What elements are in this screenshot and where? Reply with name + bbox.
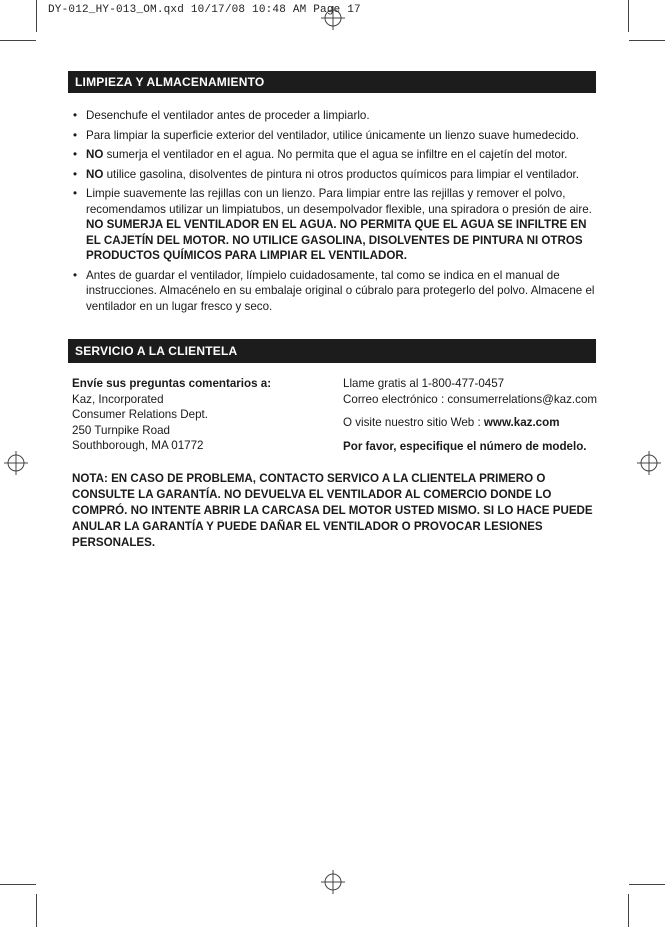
list-item xyxy=(68,186,596,264)
cleaning-instructions-list xyxy=(68,108,596,318)
contact-block xyxy=(343,376,598,454)
registration-mark-icon xyxy=(637,451,661,475)
bullet-icon: • xyxy=(73,148,78,161)
mailing-address-block xyxy=(72,376,322,454)
bullet-icon: • xyxy=(73,268,78,282)
bullet-icon: • xyxy=(73,128,78,142)
crop-mark xyxy=(629,40,665,41)
bullet-icon: • xyxy=(73,167,78,181)
section-heading-customer-service: SERVICIO A LA CLIENTELA xyxy=(68,339,596,363)
crop-mark xyxy=(628,0,629,32)
bullet-icon: • xyxy=(73,187,78,200)
list-item-text: Antes de guardar el ventilador, límpielo cuidadosamente, tal como se indica en el manual de instrucciones. Almacénelo en su embalaje original o cúbralo para protegerlo del polvo. Almacene el ventilador en un lugar fresco y seco. xyxy=(86,268,595,313)
file-slug: DY-012_HY-013_OM.qxd 10/17/08 10:48 AM Page 17 xyxy=(48,4,361,16)
address-heading: Envíe sus preguntas comentarios a: xyxy=(72,377,272,390)
crop-mark xyxy=(36,0,37,32)
model-number-note: Por favor, especifique el número de modelo. xyxy=(343,439,587,453)
bullet-icon: • xyxy=(73,109,78,122)
registration-mark-icon xyxy=(4,451,28,475)
website-url: www.kaz.com xyxy=(483,416,560,430)
list-item-warning: NO SUMERJA EL VENTILADOR EN EL AGUA. NO PERMITA QUE EL AGUA SE INFILTRE EN EL CAJETÍN DEL MOTOR. NO UTILICE GASOLINA, DISOLVENTES DE PINTURA NI OTROS PRODUCTOS QUÍMICOS PARA LIMPIAR EL VENTILADOR. xyxy=(86,218,587,262)
address-line: Southborough, MA 01772 xyxy=(72,439,204,453)
section-heading-cleaning: LIMPIEZA Y ALMACENAMIENTO xyxy=(68,71,596,93)
crop-mark xyxy=(628,894,629,927)
website-line xyxy=(343,415,598,431)
address-line: Consumer Relations Dept. xyxy=(72,408,208,422)
phone-line: Llame gratis al 1-800-477-0457 xyxy=(343,377,505,390)
list-item-text: Desenchufe el ventilador antes de proceder a limpiarlo. xyxy=(86,109,370,122)
list-item xyxy=(68,167,596,183)
list-item-text: Limpie suavemente las rejillas con un lienzo. Para limpiar entre las rejillas y remover el polvo, recomendamos utilizar un limpiatubos, un desempolvador flexible, una spiradora o presión de aire. xyxy=(86,187,592,216)
email-line: Correo electrónico : consumerrelations@kaz.com xyxy=(343,392,598,406)
registration-mark-icon xyxy=(321,6,345,30)
crop-mark xyxy=(0,40,36,41)
list-item-text: Para limpiar la superficie exterior del ventilador, utilice únicamente un lienzo suave humedecido. xyxy=(86,128,580,142)
crop-mark xyxy=(36,894,37,927)
list-item-text: utilice gasolina, disolventes de pintura ni otros productos químicos para limpiar el ventilador. xyxy=(103,167,579,181)
list-item-emphasis: NO xyxy=(86,148,104,161)
list-item-emphasis: NO xyxy=(86,167,104,181)
list-item xyxy=(68,128,596,144)
list-item xyxy=(68,108,596,124)
crop-mark xyxy=(0,884,36,885)
website-label: O visite nuestro sitio Web : xyxy=(343,416,484,430)
list-item xyxy=(68,147,596,163)
list-item-text: sumerja el ventilador en el agua. No permita que el agua se infiltre en el cajetín del motor. xyxy=(103,148,568,161)
registration-mark-icon xyxy=(321,870,345,894)
crop-mark xyxy=(629,884,665,885)
warranty-note: NOTA: EN CASO DE PROBLEMA, CONTACTO SERVICO A LA CLIENTELA PRIMERO O CONSULTE LA GARANTÍA. NO DEVUELVA EL VENTILADOR AL COMERCIO DONDE LO COMPRÓ. NO INTENTE ABRIR LA CARCASA DEL MOTOR USTED MISMO. SI LO HACE PUEDE ANULAR LA GARANTÍA Y PUEDE DAÑAR EL VENTILADOR O PROVOCAR LESIONES PERSONALES. xyxy=(72,472,593,549)
address-line: Kaz, Incorporated xyxy=(72,392,164,406)
list-item xyxy=(68,268,596,315)
address-line: 250 Turnpike Road xyxy=(72,423,170,437)
